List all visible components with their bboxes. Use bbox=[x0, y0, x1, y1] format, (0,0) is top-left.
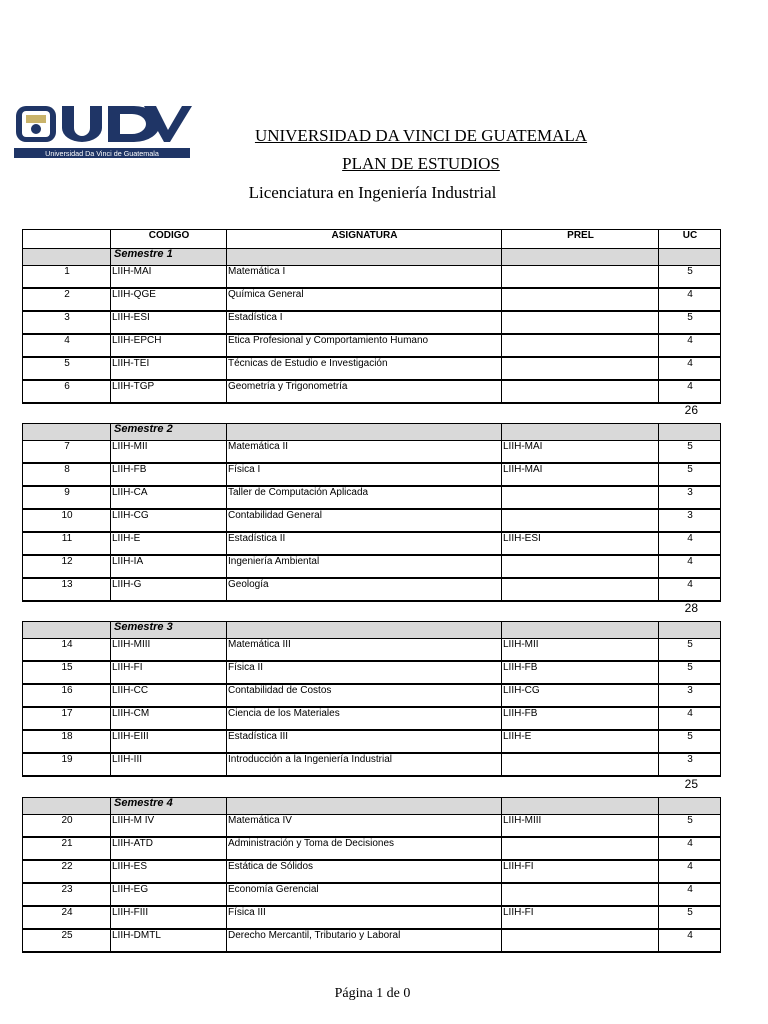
course-credits: 4 bbox=[659, 929, 721, 952]
logo-crest-band bbox=[26, 115, 46, 123]
course-number: 15 bbox=[23, 661, 111, 684]
page-footer: Página 1 de 0 bbox=[334, 986, 411, 1001]
course-code: LIIH-ESI bbox=[111, 311, 227, 334]
course-credits: 4 bbox=[659, 837, 721, 860]
course-subject: Geología bbox=[227, 578, 502, 601]
course-credits: 4 bbox=[659, 357, 721, 380]
semester-header-cell bbox=[23, 249, 111, 266]
course-code: LIIH-G bbox=[111, 578, 227, 601]
semester-table bbox=[22, 229, 721, 404]
course-subject: Matemática I bbox=[227, 266, 502, 289]
course-subject: Matemática IV bbox=[227, 815, 502, 838]
course-number: 7 bbox=[23, 441, 111, 464]
course-prereq bbox=[502, 380, 659, 403]
course-prereq bbox=[502, 334, 659, 357]
course-prereq bbox=[502, 486, 659, 509]
document-title: PLAN DE ESTUDIOS bbox=[342, 154, 500, 173]
course-number: 20 bbox=[23, 815, 111, 838]
course-code: LIIH-MII bbox=[111, 441, 227, 464]
university-title: UNIVERSIDAD DA VINCI DE GUATEMALA bbox=[254, 126, 588, 145]
course-number: 9 bbox=[23, 486, 111, 509]
course-credits: 4 bbox=[659, 334, 721, 357]
header-credits: UC bbox=[659, 230, 721, 249]
semester-label: Semestre 3 bbox=[111, 622, 227, 639]
course-number: 6 bbox=[23, 380, 111, 403]
course-number: 16 bbox=[23, 684, 111, 707]
course-code: LIIH-ES bbox=[111, 860, 227, 883]
course-prereq bbox=[502, 266, 659, 289]
course-code: LIIH-DMTL bbox=[111, 929, 227, 952]
table-row bbox=[23, 380, 721, 403]
course-code: LIIH-CC bbox=[111, 684, 227, 707]
course-number: 17 bbox=[23, 707, 111, 730]
semester-header-cell bbox=[659, 249, 721, 266]
semester-label: Semestre 4 bbox=[111, 798, 227, 815]
table-row bbox=[23, 837, 721, 860]
header-prereq: PREL bbox=[502, 230, 659, 249]
course-number: 3 bbox=[23, 311, 111, 334]
course-code: LIIH-EIII bbox=[111, 730, 227, 753]
course-prereq: LIIH-CG bbox=[502, 684, 659, 707]
semester-credit-total: 25 bbox=[684, 777, 698, 791]
course-prereq bbox=[502, 311, 659, 334]
course-credits: 5 bbox=[659, 639, 721, 662]
course-subject: Taller de Computación Aplicada bbox=[227, 486, 502, 509]
course-credits: 5 bbox=[659, 815, 721, 838]
semester-label: Semestre 1 bbox=[111, 249, 227, 266]
semester-header-row bbox=[23, 249, 721, 266]
semester-header-cell bbox=[502, 622, 659, 639]
table-header-row bbox=[23, 230, 721, 249]
course-code: LIIH-TEI bbox=[111, 357, 227, 380]
logo-crest-emblem bbox=[31, 124, 41, 134]
course-subject: Ciencia de los Materiales bbox=[227, 707, 502, 730]
course-subject: Física III bbox=[227, 906, 502, 929]
course-subject: Ingeniería Ambiental bbox=[227, 555, 502, 578]
logo-caption: Universidad Da Vinci de Guatemala bbox=[45, 149, 159, 158]
course-code: LIIH-MIII bbox=[111, 639, 227, 662]
table-row bbox=[23, 357, 721, 380]
course-subject: Estadística II bbox=[227, 532, 502, 555]
course-subject: Administración y Toma de Decisiones bbox=[227, 837, 502, 860]
table-row bbox=[23, 707, 721, 730]
course-credits: 5 bbox=[659, 441, 721, 464]
course-credits: 5 bbox=[659, 730, 721, 753]
table-row bbox=[23, 753, 721, 776]
course-code: LIIH-CA bbox=[111, 486, 227, 509]
course-code: LIIH-M IV bbox=[111, 815, 227, 838]
semester-header-cell bbox=[23, 798, 111, 815]
course-credits: 4 bbox=[659, 380, 721, 403]
semester-credit-total: 26 bbox=[684, 403, 698, 417]
table-row bbox=[23, 730, 721, 753]
course-credits: 5 bbox=[659, 661, 721, 684]
table-row bbox=[23, 266, 721, 289]
course-number: 4 bbox=[23, 334, 111, 357]
course-prereq bbox=[502, 883, 659, 906]
semester-header-row bbox=[23, 424, 721, 441]
career-title: Licenciatura en Ingeniería Industrial bbox=[248, 183, 497, 202]
course-prereq bbox=[502, 509, 659, 532]
course-prereq: LIIH-FI bbox=[502, 860, 659, 883]
table-row bbox=[23, 883, 721, 906]
semester-header-cell bbox=[227, 249, 502, 266]
semester-label: Semestre 2 bbox=[111, 424, 227, 441]
course-credits: 3 bbox=[659, 684, 721, 707]
course-prereq: LIIH-MAI bbox=[502, 463, 659, 486]
course-code: LIIH-FB bbox=[111, 463, 227, 486]
course-subject: Derecho Mercantil, Tributario y Laboral bbox=[227, 929, 502, 952]
course-prereq: LIIH-MAI bbox=[502, 441, 659, 464]
course-number: 5 bbox=[23, 357, 111, 380]
table-row bbox=[23, 684, 721, 707]
course-subject: Matemática II bbox=[227, 441, 502, 464]
course-subject: Estática de Sólidos bbox=[227, 860, 502, 883]
course-subject: Economía Gerencial bbox=[227, 883, 502, 906]
course-prereq bbox=[502, 753, 659, 776]
course-subject: Contabilidad de Costos bbox=[227, 684, 502, 707]
course-code: LIIH-CM bbox=[111, 707, 227, 730]
table-row bbox=[23, 288, 721, 311]
course-prereq: LIIH-FI bbox=[502, 906, 659, 929]
course-number: 14 bbox=[23, 639, 111, 662]
semester-credit-total: 28 bbox=[684, 601, 698, 615]
course-prereq: LIIH-E bbox=[502, 730, 659, 753]
semester-header-cell bbox=[659, 622, 721, 639]
semester-header-cell bbox=[659, 798, 721, 815]
course-credits: 4 bbox=[659, 288, 721, 311]
course-number: 22 bbox=[23, 860, 111, 883]
course-subject: Química General bbox=[227, 288, 502, 311]
semester-header-cell bbox=[659, 424, 721, 441]
course-subject: Geometría y Trigonometría bbox=[227, 380, 502, 403]
course-prereq: LIIH-MII bbox=[502, 639, 659, 662]
course-credits: 4 bbox=[659, 555, 721, 578]
course-code: LIIH-IA bbox=[111, 555, 227, 578]
semester-table bbox=[22, 423, 721, 602]
course-number: 23 bbox=[23, 883, 111, 906]
semester-header-cell bbox=[227, 622, 502, 639]
course-credits: 5 bbox=[659, 266, 721, 289]
course-prereq: LIIH-FB bbox=[502, 661, 659, 684]
course-number: 8 bbox=[23, 463, 111, 486]
course-subject: Etica Profesional y Comportamiento Humano bbox=[227, 334, 502, 357]
course-prereq bbox=[502, 929, 659, 952]
table-row bbox=[23, 929, 721, 952]
course-prereq bbox=[502, 578, 659, 601]
table-row bbox=[23, 661, 721, 684]
course-code: LIIH-FIII bbox=[111, 906, 227, 929]
semester-header-cell bbox=[502, 424, 659, 441]
semester-header-cell bbox=[227, 424, 502, 441]
course-credits: 4 bbox=[659, 707, 721, 730]
table-row bbox=[23, 555, 721, 578]
course-subject: Técnicas de Estudio e Investigación bbox=[227, 357, 502, 380]
course-code: LIIH-TGP bbox=[111, 380, 227, 403]
table-row bbox=[23, 441, 721, 464]
course-number: 21 bbox=[23, 837, 111, 860]
table-row bbox=[23, 578, 721, 601]
table-row bbox=[23, 463, 721, 486]
course-credits: 3 bbox=[659, 509, 721, 532]
course-prereq: LIIH-ESI bbox=[502, 532, 659, 555]
table-row bbox=[23, 334, 721, 357]
semester-header-cell bbox=[502, 798, 659, 815]
semester-header-cell bbox=[227, 798, 502, 815]
semester-table bbox=[22, 797, 721, 953]
course-prereq: LIIH-FB bbox=[502, 707, 659, 730]
header-code: CODIGO bbox=[111, 230, 227, 249]
table-row bbox=[23, 815, 721, 838]
course-credits: 4 bbox=[659, 578, 721, 601]
semester-header-cell bbox=[23, 424, 111, 441]
course-credits: 4 bbox=[659, 860, 721, 883]
course-prereq bbox=[502, 288, 659, 311]
course-number: 1 bbox=[23, 266, 111, 289]
header-subject: ASIGNATURA bbox=[227, 230, 502, 249]
course-number: 11 bbox=[23, 532, 111, 555]
course-code: LIIH-EG bbox=[111, 883, 227, 906]
course-credits: 4 bbox=[659, 532, 721, 555]
course-credits: 3 bbox=[659, 486, 721, 509]
course-subject: Contabilidad General bbox=[227, 509, 502, 532]
course-subject: Estadística III bbox=[227, 730, 502, 753]
semester-header-cell bbox=[23, 622, 111, 639]
table-row bbox=[23, 509, 721, 532]
semester-header-row bbox=[23, 622, 721, 639]
course-credits: 4 bbox=[659, 883, 721, 906]
course-prereq bbox=[502, 837, 659, 860]
course-credits: 5 bbox=[659, 311, 721, 334]
table-row bbox=[23, 860, 721, 883]
course-number: 2 bbox=[23, 288, 111, 311]
course-subject: Física I bbox=[227, 463, 502, 486]
course-subject: Introducción a la Ingeniería Industrial bbox=[227, 753, 502, 776]
course-code: LIIH-III bbox=[111, 753, 227, 776]
course-number: 10 bbox=[23, 509, 111, 532]
course-subject: Matemática III bbox=[227, 639, 502, 662]
course-credits: 5 bbox=[659, 906, 721, 929]
course-code: LIIH-EPCH bbox=[111, 334, 227, 357]
header-number bbox=[23, 230, 111, 249]
course-code: LIIH-ATD bbox=[111, 837, 227, 860]
course-number: 25 bbox=[23, 929, 111, 952]
course-number: 12 bbox=[23, 555, 111, 578]
semester-header-row bbox=[23, 798, 721, 815]
course-code: LIIH-E bbox=[111, 532, 227, 555]
course-prereq: LIIH-MIII bbox=[502, 815, 659, 838]
course-prereq bbox=[502, 555, 659, 578]
course-prereq bbox=[502, 357, 659, 380]
course-credits: 3 bbox=[659, 753, 721, 776]
table-row bbox=[23, 311, 721, 334]
course-code: LIIH-FI bbox=[111, 661, 227, 684]
course-credits: 5 bbox=[659, 463, 721, 486]
course-code: LIIH-CG bbox=[111, 509, 227, 532]
course-number: 13 bbox=[23, 578, 111, 601]
course-subject: Estadística I bbox=[227, 311, 502, 334]
course-code: LIIH-MAI bbox=[111, 266, 227, 289]
course-number: 24 bbox=[23, 906, 111, 929]
course-number: 18 bbox=[23, 730, 111, 753]
table-row bbox=[23, 639, 721, 662]
course-subject: Física II bbox=[227, 661, 502, 684]
course-number: 19 bbox=[23, 753, 111, 776]
course-code: LIIH-QGE bbox=[111, 288, 227, 311]
table-row bbox=[23, 486, 721, 509]
semester-table bbox=[22, 621, 721, 777]
semester-header-cell bbox=[502, 249, 659, 266]
table-row bbox=[23, 532, 721, 555]
table-row bbox=[23, 906, 721, 929]
